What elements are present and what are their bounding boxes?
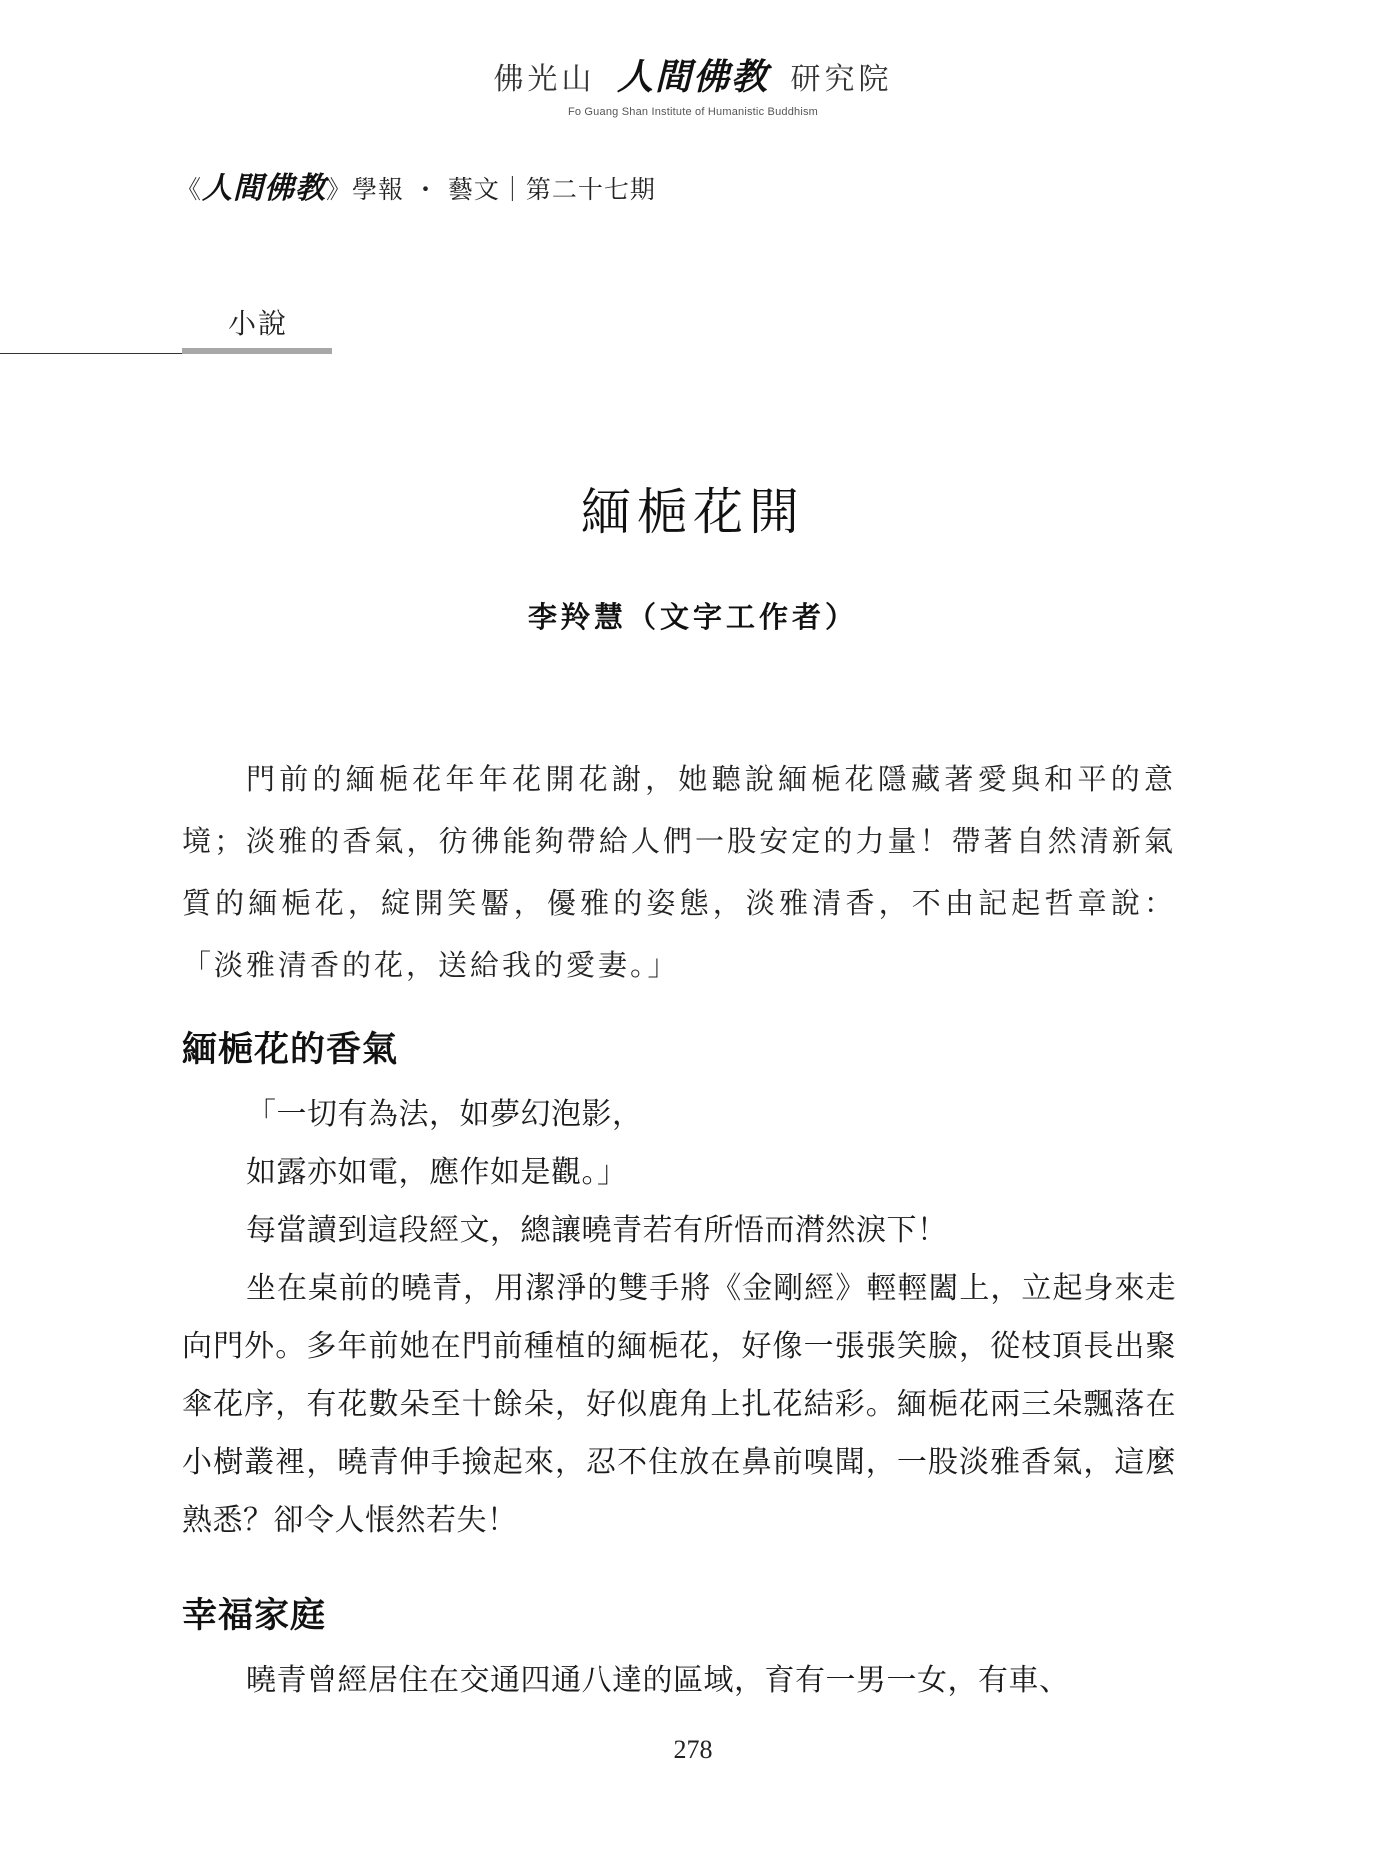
journal-brand-logo: 人間佛教 xyxy=(202,171,327,206)
institute-suffix: 研究院 xyxy=(790,62,893,97)
paragraph: 「一切有為法，如夢幻泡影， xyxy=(246,1097,643,1132)
intro-paragraph: 門前的緬梔花年年花開花謝，她聽說緬梔花隱藏著愛與和平的意境；淡雅的香氣，彷彿能夠帶給人們一股安定的力量！帶著自然清新氣質的緬梔花，綻開笑靨，優雅的姿態，淡雅清香，不由記起哲章說：「淡雅清香的花，送給我的愛妻。」 xyxy=(182,762,1176,982)
section-heading: 緬梔花的香氣 xyxy=(182,1030,399,1070)
paragraph: 如露亦如電，應作如是觀。」 xyxy=(246,1155,628,1190)
paragraph: 坐在桌前的曉青，用潔淨的雙手將《金剛經》輕輕闔上，立起身來走向門外。多年前她在門前種植的緬梔花，好像一張張笑臉，從枝頂長出聚傘花序，有花數朵至十餘朵，好似鹿角上扎花結彩。緬梔花兩三朵飄落在小樹叢裡，曉青伸手撿起來，忍不住放在鼻前嗅聞，一股淡雅香氣，這麼熟悉？卻令人悵然若失！ xyxy=(182,1271,1176,1538)
journal-issue-text: 》學報 ・ 藝文｜第二十七期 xyxy=(326,175,656,204)
page-number: 278 xyxy=(673,1735,713,1764)
section-body xyxy=(182,1652,1176,1710)
institute-title xyxy=(493,58,892,100)
section-heading: 幸福家庭 xyxy=(182,1596,327,1636)
section-label: 小說 xyxy=(228,307,289,340)
section-body xyxy=(182,1086,1176,1550)
journal-issue-line xyxy=(176,163,656,207)
institute-brand-logo: 人間佛教 xyxy=(616,57,769,98)
paragraph: 曉青曾經居住在交通四通八達的區域，育有一男一女，有車、 xyxy=(246,1663,1070,1698)
institute-english-name: Fo Guang Shan Institute of Humanistic Buddhism xyxy=(567,106,819,118)
section-rule-thick xyxy=(182,348,332,354)
journal-open-bracket: 《 xyxy=(176,175,203,204)
institute-header xyxy=(0,58,1386,118)
paragraph: 每當讀到這段經文，總讓曉青若有所悟而潸然淚下！ xyxy=(246,1213,948,1248)
article-title: 緬梔花開 xyxy=(581,483,805,541)
institute-prefix: 佛光山 xyxy=(493,62,596,97)
article-author: 李羚慧（文字工作者） xyxy=(527,600,858,634)
